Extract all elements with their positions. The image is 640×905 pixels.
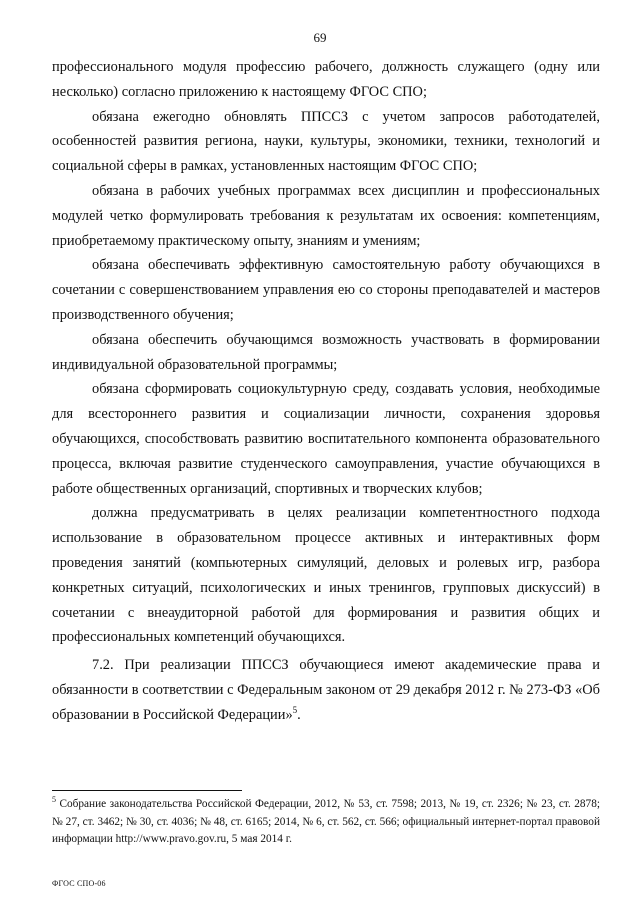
paragraph-1: профессионального модуля профессию рабочего, должность служащего (одну или несколько) согласно приложению к настоящему ФГОС СПО; — [52, 59, 600, 100]
document-code: ФГОС СПО-06 — [52, 879, 106, 888]
body-text — [52, 55, 600, 728]
section-7-2-text: 7.2. При реализации ППССЗ обучающиеся имеют академические права и обязанности в соответствии с Федеральным законом от 29 декабря 2012 г. № 273-ФЗ «Об образовании в Российской Федерации» — [52, 657, 600, 723]
footnote-marker: 5 — [52, 795, 56, 805]
footnote-text: Собрание законодательства Российской Федерации, 2012, № 53, ст. 7598; 2013, № 19, ст. 2326; № 23, ст. 2878; № 27, ст. 3462; № 30, ст. 4036; № 48, ст. 6165; 2014, № 6, ст. 562, ст. 566; официальный интернет-портал правовой информации http://www.pravo.gov.ru, 5 мая 2014 г. — [52, 798, 600, 845]
paragraph-7: должна предусматривать в целях реализации компетентностного подхода использование в образовательном процессе активных и интерактивных форм проведения занятий (компьютерных симуляций, деловых и ролевых игр, разбора конкретных ситуаций, психологических и иных тренингов, групповых дискуссий) в сочетании с внеаудиторной работой для формирования и развития общих и профессиональных компетенций обучающихся. — [52, 505, 600, 646]
footnote-reference[interactable]: 5 — [292, 704, 298, 715]
footnote — [52, 796, 600, 849]
paragraph-4: обязана обеспечивать эффективную самостоятельную работу обучающихся в сочетании с совершенствованием управления ею со стороны преподавателей и мастеров производственного обучения; — [52, 257, 600, 323]
paragraph-6: обязана сформировать социокультурную среду, создавать условия, необходимые для всестороннего развития и социализации личности, сохранения здоровья обучающихся, способствовать развитию воспитательного компонента образовательного процесса, включая развитие студенческого самоуправления, участие обучающихся в работе общественных организаций, спортивных и творческих клубов; — [52, 381, 600, 497]
paragraph-3: обязана в рабочих учебных программах всех дисциплин и профессиональных модулей четко формулировать требования к результатам их освоения: компетенциям, приобретаемому практическому опыту, знаниям и умениям; — [52, 182, 600, 249]
paragraph-2: обязана ежегодно обновлять ППССЗ с учетом запросов работодателей, особенностей развития региона, науки, культуры, экономики, техники, технологий и социальной сферы в рамках, установленных настоящим ФГОС СПО; — [52, 108, 600, 175]
footnote-separator — [52, 790, 242, 791]
paragraph-5: обязана обеспечить обучающимся возможность участвовать в формировании индивидуальной образовательной программы; — [52, 331, 600, 373]
page-number: 69 — [313, 30, 327, 45]
section-7-2-paragraph: 7.2. При реализации ППССЗ обучающиеся имеют академические права и обязанности в соответствии с Федеральным законом от 29 декабря 2012 г. № 273-ФЗ «Об образовании в Российской Федерации»$^5$. — [52, 657, 600, 723]
